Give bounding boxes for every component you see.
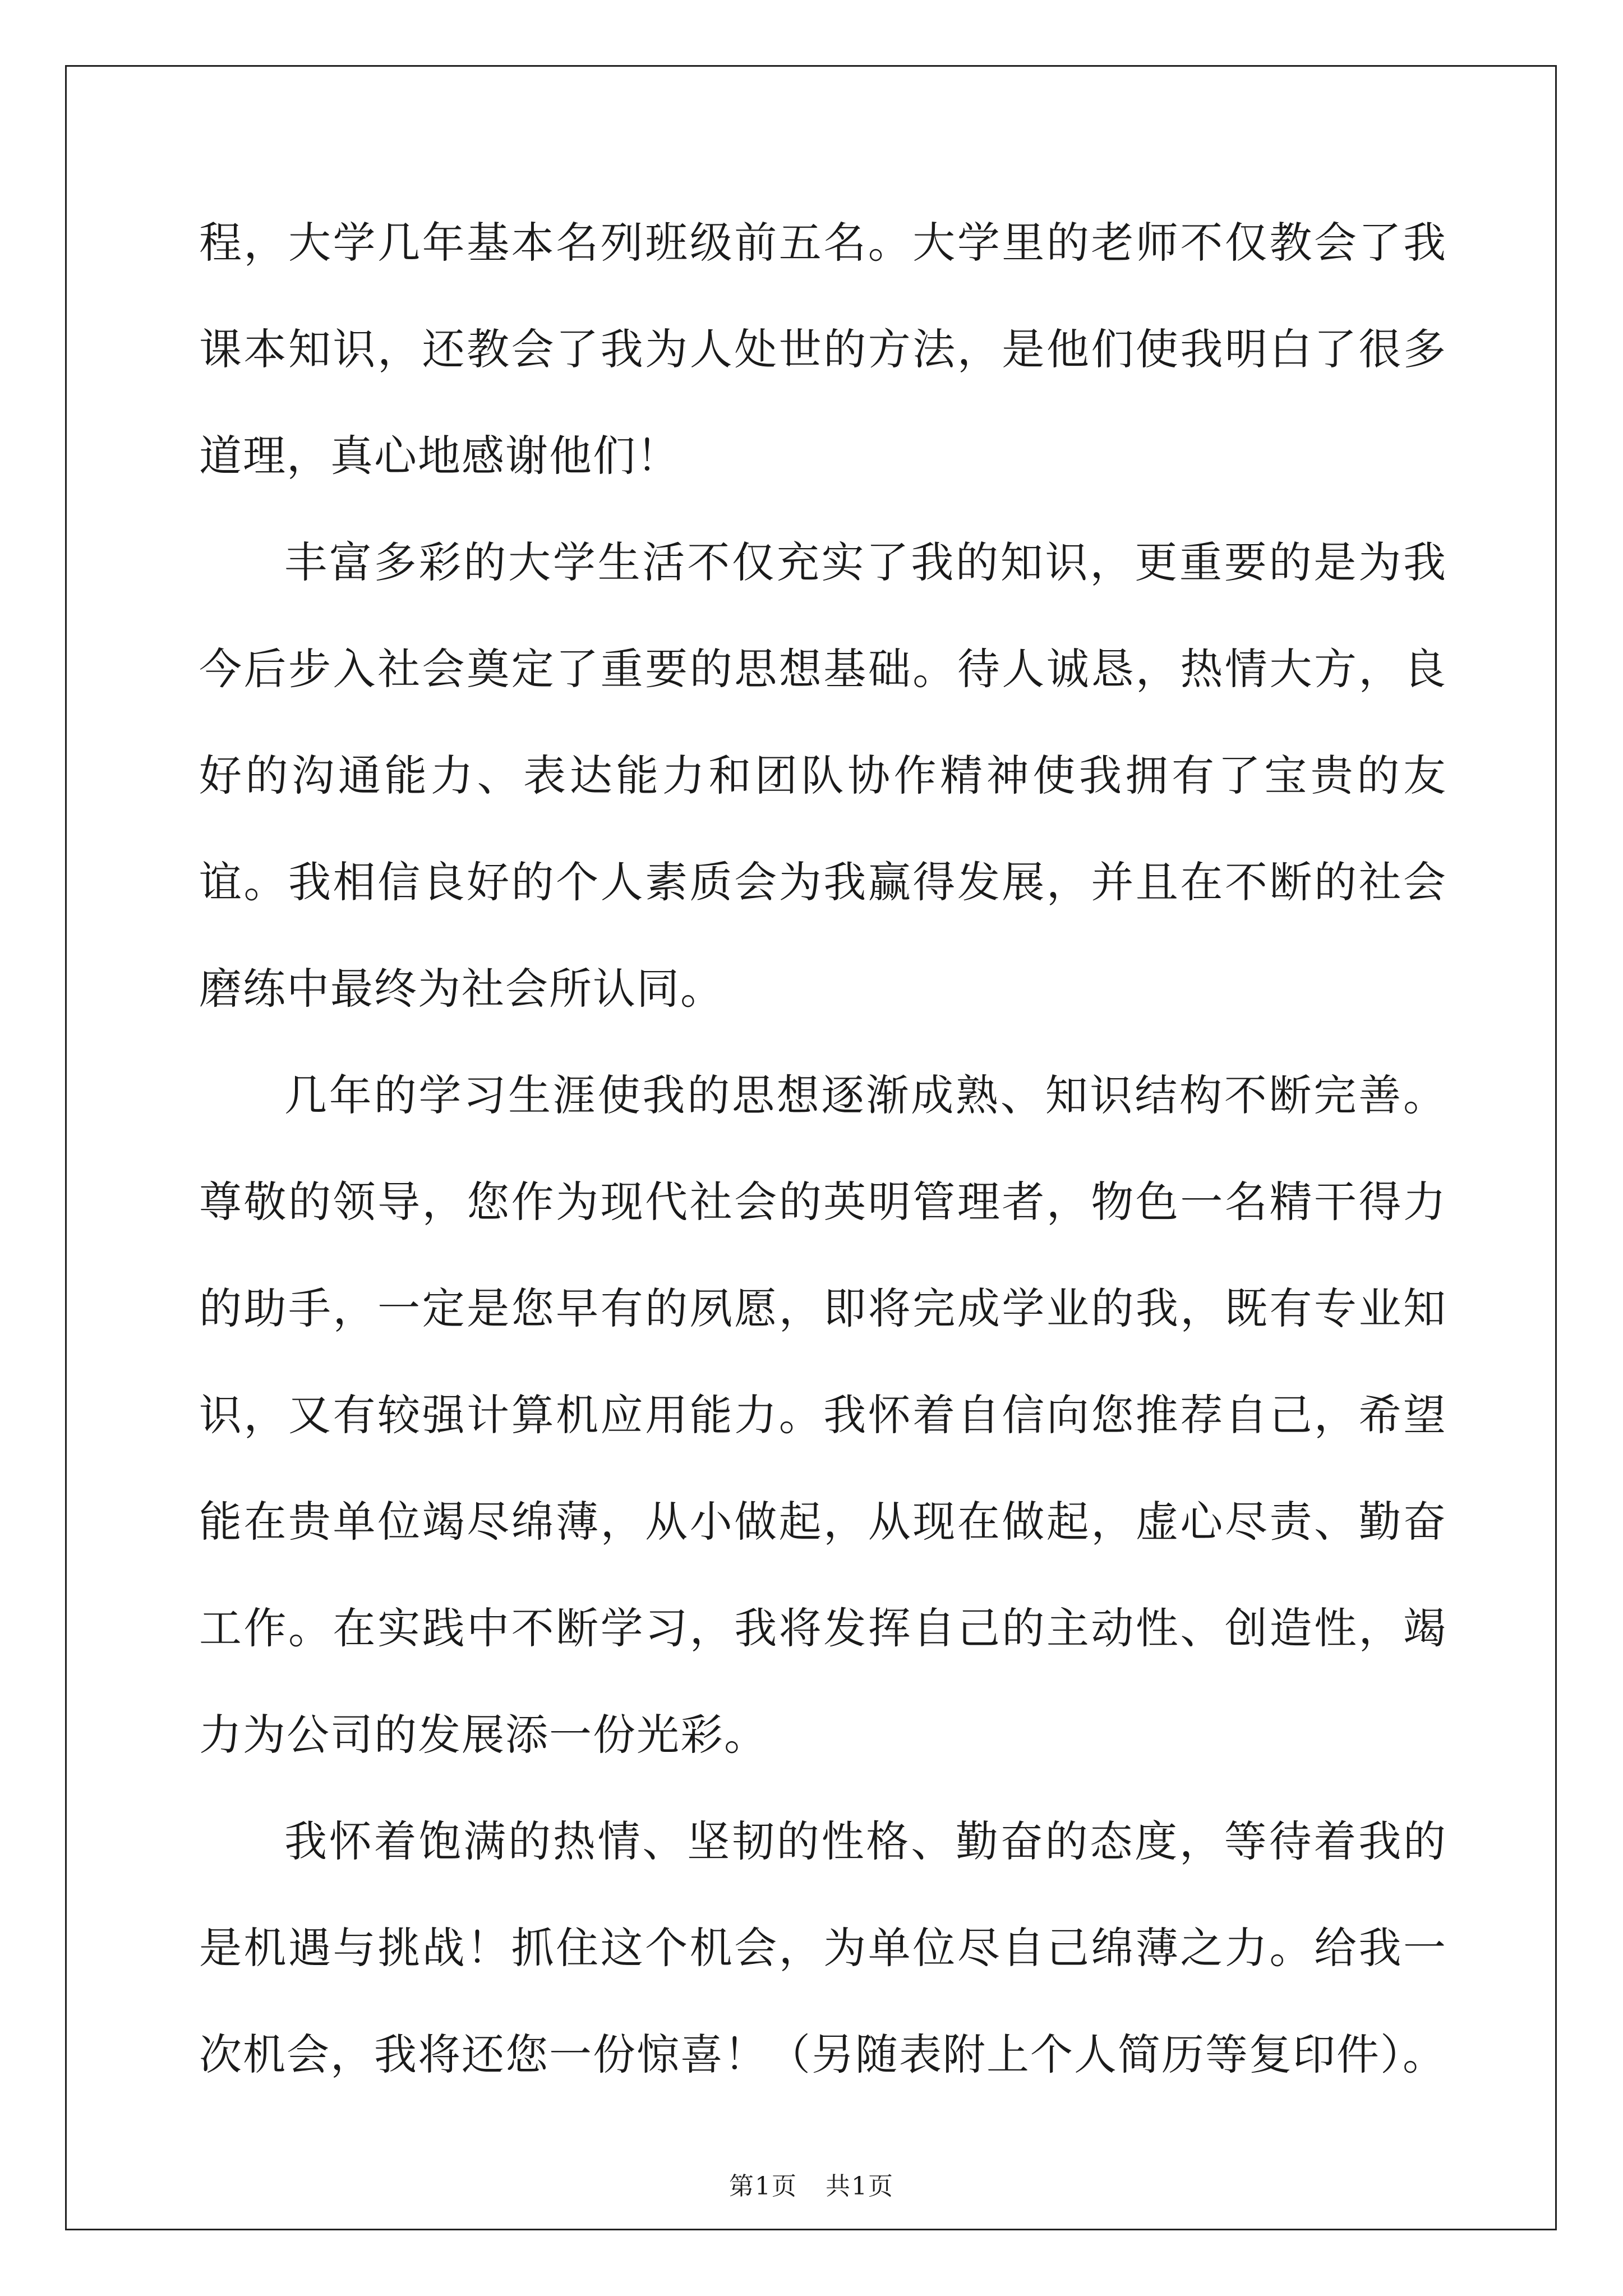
paragraph-2: 丰富多彩的大学生活不仅充实了我的知识，更重要的是为我今后步入社会奠定了重要的思想基础。待人诚恳，热情大方，良好的沟通能力、表达能力和团队协作精神使我拥有了宝贵的友谊。我相信良好的个人素质会为我赢得发展，并且在不断的社会磨练中最终为社会所认同。: [199, 537, 1447, 1014]
page-number: 第1页: [729, 2172, 797, 2201]
paragraph-4: 我怀着饱满的热情、坚韧的性格、勤奋的态度，等待着我的是机遇与挑战！抓住这个机会，为单位尽自己绵薄之力。给我一次机会，我将还您一份惊喜！（另随表附上个人简历等复印件）。: [199, 1816, 1447, 2079]
page-footer: [0, 2170, 1623, 2203]
paragraph-1: 程，大学几年基本名列班级前五名。大学里的老师不仅教会了我课本知识，还教会了我为人处世的方法，是他们使我明白了很多道理，真心地感谢他们！: [199, 218, 1447, 481]
paragraph-3: 几年的学习生涯使我的思想逐渐成熟、知识结构不断完善。尊敬的领导，您作为现代社会的英明管理者，物色一名精干得力的助手，一定是您早有的夙愿，即将完成学业的我，既有专业知识，又有较强计算机应用能力。我怀着自信向您推荐自己，希望能在贵单位竭尽绵薄，从小做起，从现在做起，虚心尽责、勤奋工作。在实践中不断学习，我将发挥自己的主动性、创造性，竭力为公司的发展添一份光彩。: [199, 1070, 1447, 1760]
page-count: 共1页: [826, 2172, 894, 2201]
document-body: [199, 190, 1447, 2108]
